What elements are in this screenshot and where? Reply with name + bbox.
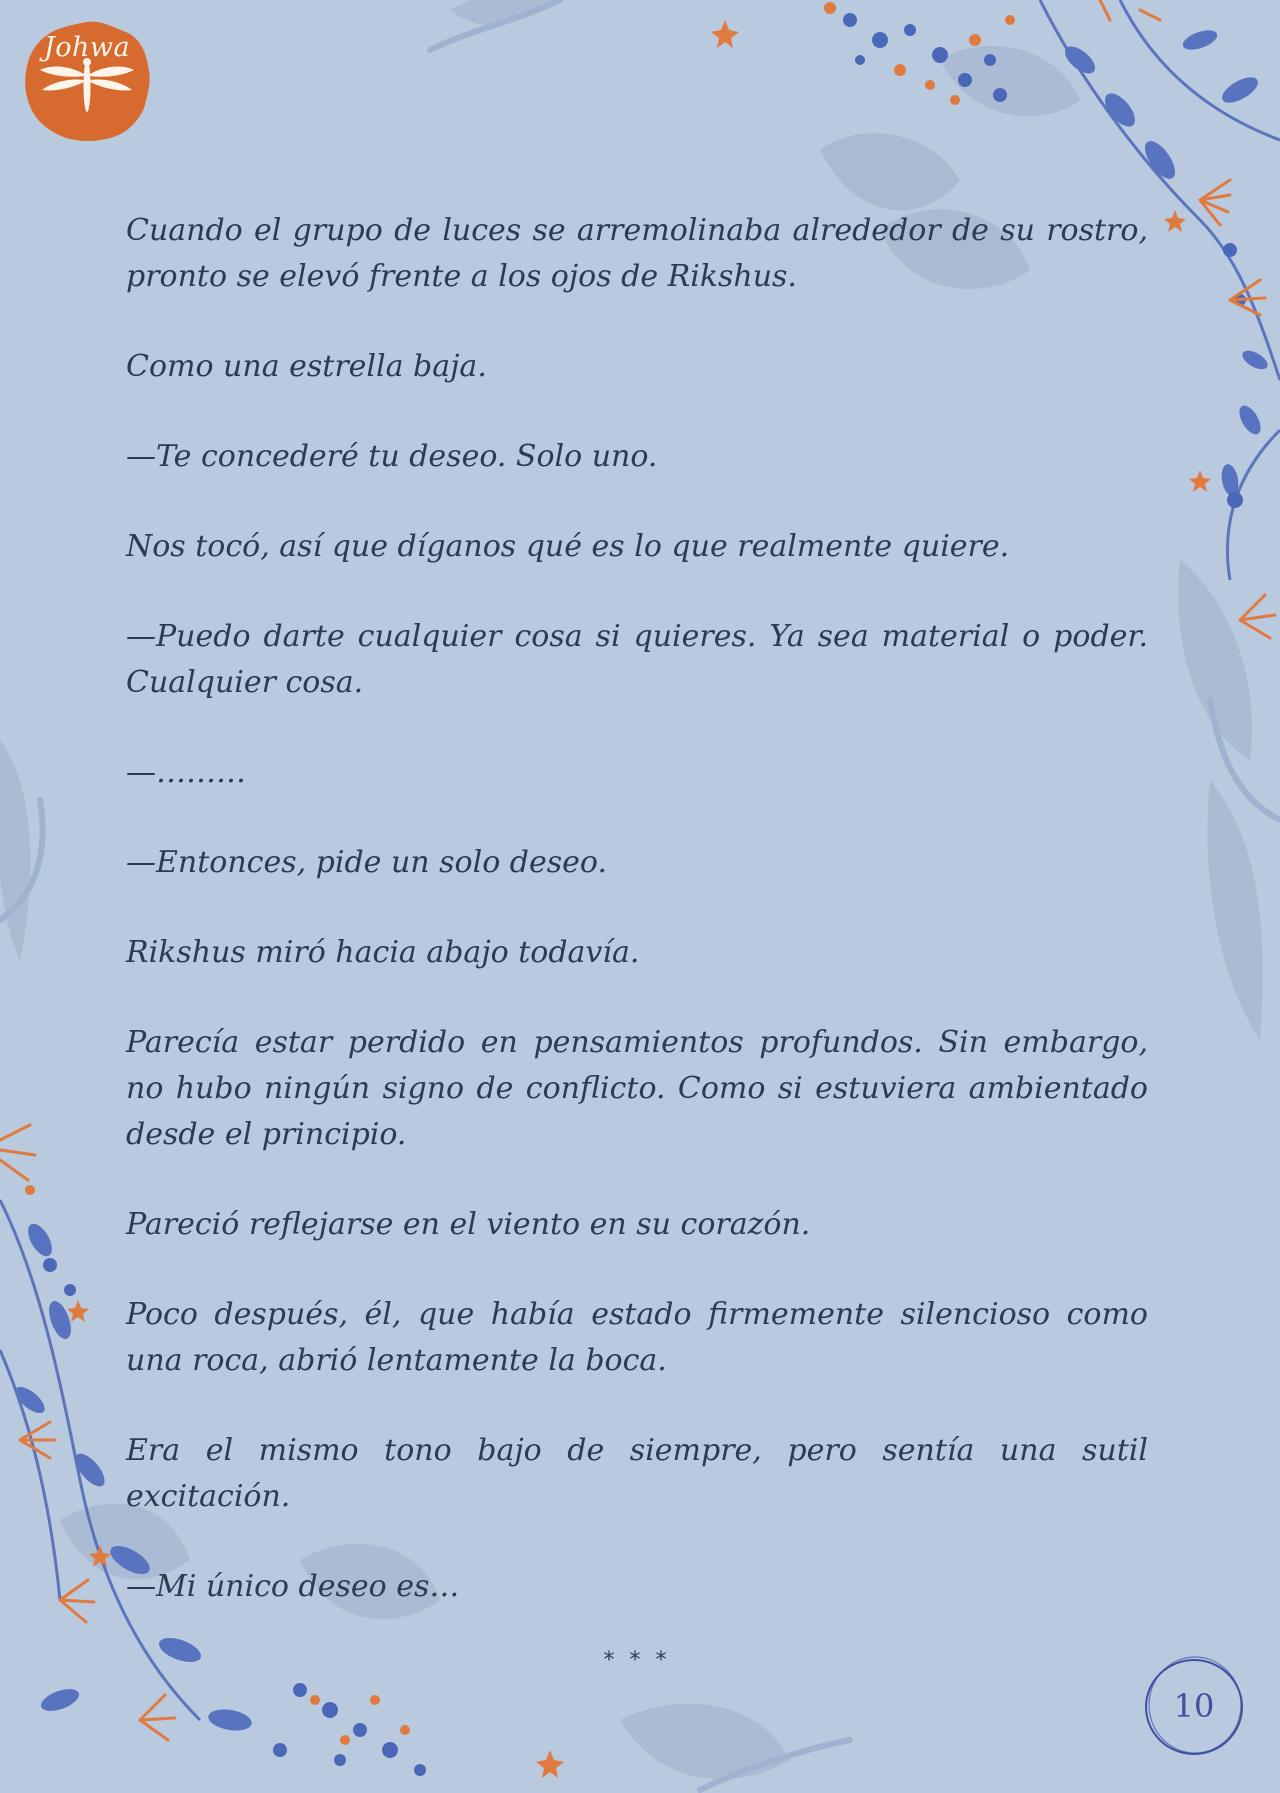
paragraph: Nos tocó, así que díganos qué es lo que realmente quiere. (126, 529, 1010, 564)
paragraph: —Te concederé tu deseo. Solo uno. (126, 439, 658, 474)
paragraph: Parecía estar perdido en pensamientos profundos. Sin embargo, no hubo ningún signo de conflicto. Como si estuviera ambientado desde el principio. (126, 1025, 1148, 1152)
page-number: 10 (1173, 1687, 1215, 1725)
paragraph: Rikshus miró hacia abajo todavía. (126, 935, 640, 970)
paragraph: Poco después, él, que había estado firmemente silencioso como una roca, abrió lentamente la boca. (126, 1297, 1148, 1378)
paragraph: —……… (126, 755, 246, 790)
paragraph: Pareció reflejarse en el viento en su corazón. (126, 1207, 811, 1242)
page-number-badge (1140, 1652, 1248, 1760)
paragraph: Como una estrella baja. (126, 349, 487, 384)
paragraph: —Entonces, pide un solo deseo. (126, 845, 607, 880)
paragraph: Era el mismo tono bajo de siempre, pero sentía una sutil excitación. (126, 1433, 1148, 1514)
paragraph: Cuando el grupo de luces se arremolinaba alrededor de su rostro, pronto se elevó frente a los ojos de Rikshus. (126, 213, 1148, 294)
logo-text: Johwa (43, 32, 131, 63)
paragraph: —Puedo darte cualquier cosa si quieres. Ya sea material o poder. Cualquier cosa. (126, 619, 1148, 700)
johwa-logo (22, 18, 152, 144)
chapter-text (126, 208, 1148, 1673)
paragraph: —Mi único deseo es… (126, 1569, 460, 1604)
scene-separator: * * * (603, 1648, 671, 1673)
